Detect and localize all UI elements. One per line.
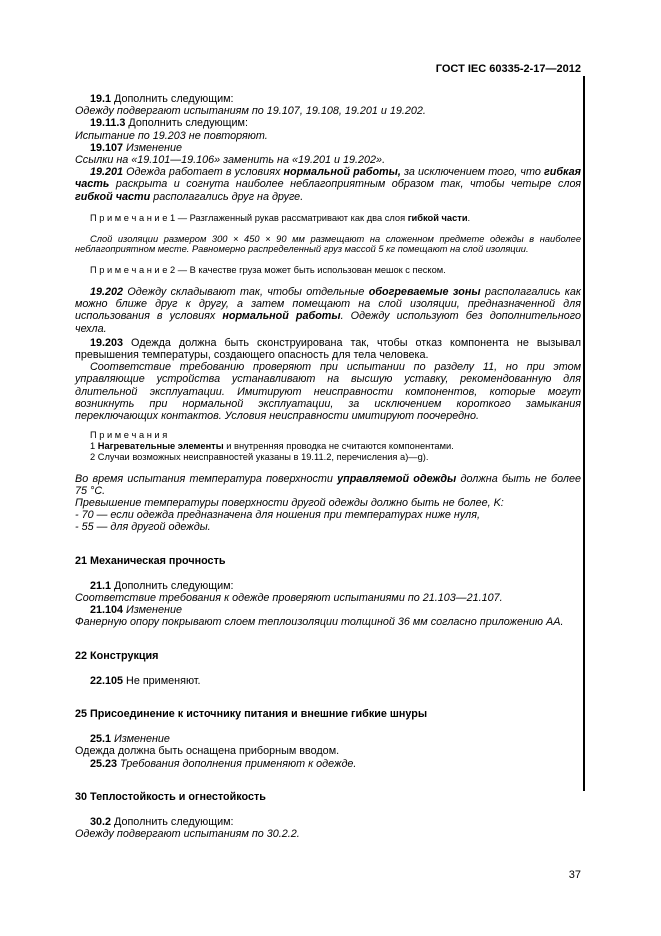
text-segment: . Одежду используют без дополнительного чехла.: [75, 310, 581, 335]
list-item-70: [75, 509, 581, 521]
test-insulation-layer: [75, 234, 581, 256]
text-segment: Во время испытания температура поверхности: [75, 472, 338, 485]
page-header: [75, 63, 581, 75]
clause-19-107: [75, 142, 581, 154]
heading-22: [75, 650, 581, 662]
text-segment: нормальной работы: [222, 310, 341, 323]
text-segment: - 55 — для другой одежды.: [75, 521, 211, 534]
text-segment: Дополнить следующим:: [111, 579, 234, 592]
text-segment: нормальной работы,: [283, 166, 401, 179]
text-segment: 19.107: [90, 141, 124, 154]
text-segment: .: [467, 212, 471, 223]
text-segment: 2 Случаи возможных неисправностей указаны в 19.11.2, перечисления a)—g).: [90, 451, 429, 462]
clause-21-104: [75, 604, 581, 616]
list-item-55: [75, 521, 581, 533]
text-segment: Нагревательные элементы: [97, 441, 224, 452]
text-segment: гибкой части: [75, 190, 151, 203]
text-segment: Превышение температуры поверхности другой одежды должно быть не более, K:: [75, 497, 504, 510]
text-segment: Дополнить следующим:: [111, 93, 234, 105]
text-segment: располагались друг на друге.: [150, 190, 304, 203]
text-segment: Изменение: [123, 141, 182, 154]
text-segment: за исключением того, что: [400, 166, 544, 179]
text-segment: раскрыта и согнута наиболее неблагоприятным образом так, чтобы четыре слоя: [109, 178, 581, 191]
text-segment: Одежду складывают так, чтобы отдельные: [123, 286, 369, 299]
insert-19-11-3: [75, 130, 581, 142]
clause-25-1: [75, 733, 581, 745]
clause-22-105: [75, 675, 581, 687]
text-segment: и внутренняя проводка не считаются компонентами.: [223, 441, 454, 452]
text-segment: 19.203: [90, 336, 124, 349]
text-segment: Соответствие требованию проверяют при испытании по разделу 11, но при этом управляющие устройства устанавливают на высшую уставку, рекомендованную для длительной эксплуатации. Имитируют неисправности компонентов, которые могут возникнуть при нормальной эксплуатации, за исключением короткого замыкания переключающих контактов. Условия неисправности имитируют поочередно.: [75, 361, 581, 423]
clause-19-202: [75, 286, 581, 335]
heading-30: [75, 791, 581, 803]
text-segment: 19.201: [90, 166, 124, 179]
insert-21-104: [75, 616, 581, 628]
text-segment: 30.2: [90, 816, 112, 829]
text-segment: располагались как можно ближе друг к другу, а затем помещают на слой изоляции, предназначенной для использования в условиях: [75, 286, 581, 323]
text-segment: 30 Теплостойкость и огнестойкость: [75, 790, 266, 803]
text-segment: управляемой одежды: [337, 472, 457, 485]
text-segment: 19.202: [90, 286, 124, 299]
text-segment: П р и м е ч а н и е 2 — В качестве груза может быть использован мешок с песком.: [90, 265, 446, 276]
heading-25: [75, 708, 581, 720]
document-content: [75, 93, 581, 841]
text-segment: должна быть не более 75 °C.: [75, 472, 581, 497]
test-surface-temp-rise: [75, 497, 581, 509]
test-19-203: [75, 361, 581, 422]
clause-19-203: [75, 337, 581, 361]
insert-25-1: [75, 745, 581, 757]
text-segment: Слой изоляции размером 300 × 450 × 90 мм размещают на сложенном предмете одежды в наиболее неблагоприятном месте. Равномерно распределенный груз массой 5 кг помещают на слой изоляции.: [75, 233, 581, 255]
text-segment: 22.105: [90, 674, 124, 687]
text-segment: гибкая часть: [75, 166, 582, 191]
text-segment: 19.1: [90, 93, 112, 105]
text-segment: - 70 — если одежда предназначена для ношения при температурах ниже нуля,: [75, 509, 480, 522]
text-segment: Требования дополнения применяют к одежде.: [117, 757, 357, 770]
text-segment: 19.11.3: [90, 117, 126, 130]
doc-code: ГОСТ IEC 60335-2-17—2012: [435, 63, 581, 75]
text-segment: гибкой части: [407, 212, 468, 223]
text-segment: 25 Присоединение к источнику питания и внешние гибкие шнуры: [75, 708, 428, 721]
insert-19-107: [75, 154, 581, 166]
clause-30-2: [75, 816, 581, 828]
text-segment: 21 Механическая прочность: [75, 554, 226, 567]
insert-21-1: [75, 592, 581, 604]
text-segment: Испытание по 19.203 не повторяют.: [75, 129, 268, 142]
text-segment: Дополнить следующим:: [125, 117, 248, 130]
text-segment: 25.23: [90, 757, 118, 770]
text-segment: Не применяют.: [123, 674, 201, 687]
clause-19-201: [75, 166, 581, 203]
revision-change-bar: [583, 76, 585, 791]
text-segment: 1: [90, 441, 98, 452]
text-segment: обогреваемые зоны: [368, 286, 481, 299]
text-segment: Одежду подвергают испытаниям по 19.107, 19.108, 19.201 и 19.202.: [75, 105, 426, 118]
text-segment: Изменение: [123, 604, 182, 617]
text-segment: 21.1: [90, 579, 112, 592]
clause-19-1: [75, 93, 581, 105]
text-segment: 22 Конструкция: [75, 649, 159, 662]
note-1: [75, 213, 581, 224]
text-segment: П р и м е ч а н и я: [90, 430, 168, 441]
text-segment: Изменение: [111, 733, 170, 746]
text-segment: Одежда должна быть сконструирована так, чтобы отказ компонента не вызывал превышения температуры, создающего опасность для тела человека.: [75, 336, 581, 362]
text-segment: Фанерную опору покрывают слоем теплоизоляции толщиной 36 мм согласно приложению АА.: [75, 616, 564, 629]
note-item-1: [75, 441, 581, 452]
text-segment: П р и м е ч а н и е 1 — Разглаженный рукав рассматривают как два слоя: [90, 212, 408, 223]
text-segment: Ссылки на «19.101—19.106» заменить на «19.201 и 19.202».: [75, 154, 386, 167]
insert-30-2: [75, 828, 581, 840]
text-segment: Одежду подвергают испытаниям по 30.2.2.: [75, 828, 300, 841]
test-surface-temp: [75, 473, 581, 497]
page-number: 37: [568, 869, 581, 881]
text-segment: 25.1: [90, 733, 112, 746]
note-2: [75, 265, 581, 276]
note-item-2: [75, 452, 581, 463]
notes-title: [75, 430, 581, 441]
text-segment: Одежда должна быть оснащена приборным вводом.: [75, 745, 340, 758]
clause-21-1: [75, 580, 581, 592]
text-segment: 21.104: [90, 604, 124, 617]
clause-25-23: [75, 758, 581, 770]
text-segment: Соответствие требования к одежде проверяют испытаниями по 21.103—21.107.: [75, 592, 503, 605]
text-segment: Дополнить следующим:: [111, 816, 234, 829]
insert-19-1: [75, 105, 581, 117]
page-footer: [75, 869, 581, 881]
clause-19-11-3: [75, 117, 581, 129]
heading-21: [75, 555, 581, 567]
text-segment: Одежда работает в условиях: [123, 166, 284, 179]
